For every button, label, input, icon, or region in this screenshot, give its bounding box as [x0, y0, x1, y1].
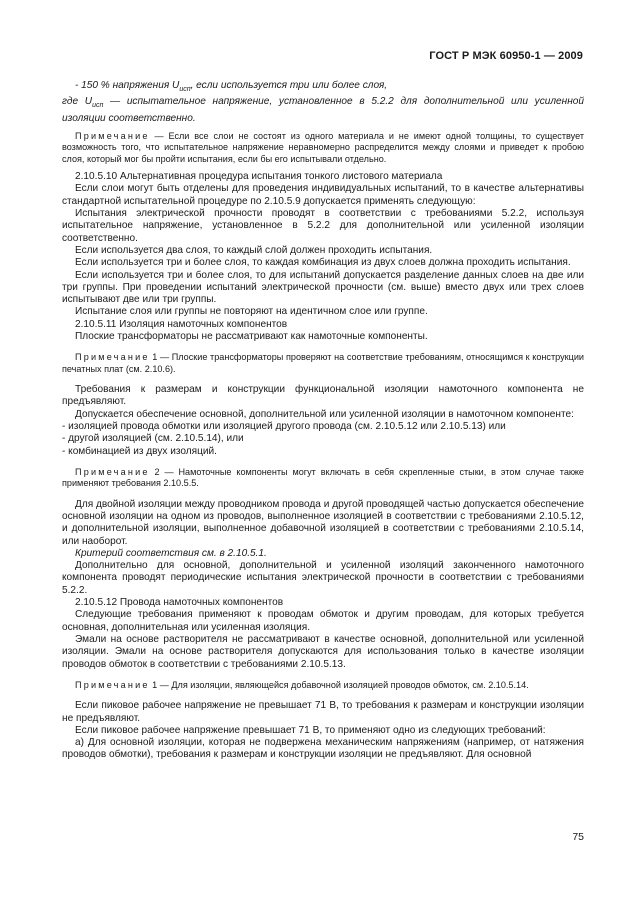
paragraph: [62, 499, 584, 548]
paragraph-text: а) Для основной изоляции, которая не подвержена механическим напряжениям (например, от натяжения проводов обмотки), требования к размерам и конструкции изоляции не предъявляют. Для основной: [62, 737, 584, 761]
paragraph-text: Следующие требования применяют к проводам обмоток и другим проводам, для которых требуется основная, дополнительная или усиленная изоляция.: [62, 609, 584, 633]
paragraph: [62, 560, 584, 597]
paragraph-text: , если используется три или более слоя,: [190, 80, 388, 91]
subscript: исп: [92, 102, 104, 110]
paragraph-text: 2.10.5.11 Изоляция намоточных компонентов: [75, 318, 288, 330]
paragraph: [62, 446, 584, 458]
paragraph-text: Если используется три и более слоя, то для испытаний допускается разделение данных слоев на две или три группы. При проведении испытаний электрической прочности (см. выше) вместо двух или трех слоев испытывают две или три группы.: [62, 269, 584, 306]
paragraph-text: - другой изоляцией (см. 2.10.5.14), или: [62, 433, 244, 445]
paragraph: [62, 384, 584, 409]
page-header: ГОСТ Р МЭК 60950-1 — 2009: [429, 50, 583, 62]
paragraph: [62, 548, 584, 560]
paragraph: [62, 208, 584, 245]
paragraph-text: 2.10.5.10 Альтернативная процедура испытания тонкого листового материала: [75, 171, 443, 183]
paragraph-text: 1 — Плоские трансформаторы проверяют на соответствие требованиям, относящимся к конструкции печатных плат (см. 2.10.6).: [62, 352, 584, 374]
paragraph: [62, 171, 584, 183]
note-paragraph: [62, 680, 584, 691]
paragraph: [62, 183, 584, 208]
paragraph-text: Если пиковое рабочее напряжение не превышает 71 В, то требования к размерам и конструкции изоляции не предъявляют.: [62, 700, 584, 724]
paragraph-text: — испытательное напряжение, установленное в 5.2.2 для дополнительной или усиленной изоляции соответственно.: [62, 96, 585, 124]
paragraph: [62, 433, 584, 445]
note-label: Примечание: [75, 130, 150, 141]
paragraph-text: Плоские трансформаторы не рассматривают как намоточные компоненты.: [75, 331, 428, 342]
paragraph-text: Если используется два слоя, то каждый слой должен проходить испытания.: [75, 244, 433, 256]
subscript: исп: [179, 86, 191, 94]
paragraph: [62, 725, 584, 737]
paragraph-text: Для двойной изоляции между проводником провода и другой проводящей частью допускается обеспечение основной изоляции на одном из проводов, выполненное изоляцией в соответствии с требованиями 2.10.5.12, и дополнительной изоляции, выполненное добавочной изоляцией в соответствии с требованиями 2.10.5.14, или наоборот.: [62, 498, 584, 547]
paragraph: [62, 319, 584, 331]
paragraph-text: - изоляцией провода обмотки или изоляцией другого провода (см. 2.10.5.12 или 2.10.5.13) или: [62, 421, 506, 432]
paragraph-text: 2 — Намоточные компоненты могут включать в себя скрепленные стыки, в этом случае также применяют требования 2.10.5.5.: [62, 466, 584, 489]
paragraph-text: Если слои могут быть отделены для проведения индивидуальных испытаний, то в качестве альтернативы стандартной испытательной процедуре по 2.10.5.9 допускается применять следующую:: [62, 183, 584, 207]
page-number: 75: [572, 831, 584, 843]
paragraph-text: Если используется три и более слоя, то каждая комбинация из двух слоев должна проходить испытания.: [75, 257, 571, 269]
paragraph-text: - 150 % напряжения U: [75, 80, 180, 91]
paragraph-text: - комбинацией из двух изоляций.: [62, 445, 217, 457]
paragraph: [62, 737, 584, 762]
paragraph: [62, 700, 584, 725]
paragraph-text: Если пиковое рабочее напряжение превышает 71 В, то применяют одно из следующих требований:: [75, 724, 546, 736]
paragraph: [62, 270, 584, 307]
paragraph-text: Эмали на основе растворителя не рассматривают в качестве основной, дополнительной или усиленной изоляции. Эмали на основе растворителя допускаются для использования только в качестве изоляции проводов обмоток в соответствии с требованиями 2.10.5.13.: [62, 633, 584, 670]
paragraph-text: 1 — Для изоляции, являющейся добавочной изоляцией проводов обмоток, см. 2.10.5.14.: [149, 679, 529, 690]
paragraph: [62, 609, 584, 634]
paragraph: [62, 421, 584, 433]
paragraph-text: Критерий соответствия см. в 2.10.5.1.: [75, 547, 267, 559]
paragraph-text: Испытания электрической прочности проводят в соответствии с требованиями 5.2.2, используя испытательное напряжение, установленное в 5.2.2 для дополнительной или усиленной изоляции соответственно.: [62, 208, 584, 244]
note-paragraph: [62, 467, 584, 490]
paragraph-text: 2.10.5.12 Провода намоточных компонентов: [75, 597, 284, 609]
paragraph-text: Допускается обеспечение основной, дополнительной или усиленной изоляции в намоточном компоненте:: [75, 408, 574, 420]
paragraph-text: Требования к размерам и конструкции функциональной изоляции намоточного компонента не предъявляют.: [62, 384, 584, 408]
paragraph-text: где U: [62, 96, 93, 108]
paragraph: [62, 245, 584, 257]
paragraph: [62, 257, 584, 269]
paragraph: [62, 331, 584, 343]
paragraph: [62, 80, 584, 96]
note-paragraph: [62, 352, 584, 375]
paragraph: [62, 634, 584, 671]
paragraph: [62, 306, 584, 318]
document-body: [62, 80, 584, 762]
note-label: Примечание: [75, 679, 150, 690]
paragraph: [62, 409, 584, 421]
note-paragraph: [62, 131, 584, 165]
note-label: Примечание: [75, 466, 150, 477]
paragraph: [62, 597, 584, 609]
note-label: Примечание: [75, 352, 150, 363]
paragraph: [62, 96, 584, 125]
paragraph-text: Испытание слоя или группы не повторяют на идентичном слое или группе.: [75, 306, 428, 318]
paragraph-text: Дополнительно для основной, дополнительной и усиленной изоляций законченного намоточного компонента проводят периодические испытания электрической прочности в соответствии с требованиями 5.2.2.: [62, 560, 584, 596]
paragraph-text: — Если все слои не состоят из одного материала и не имеют одной толщины, то существует возможность того, что испытательное напряжение неравномерно распределится между слоями и приведет к пробою слоя, который мог бы пройти испытания, если бы его испытывали отдельно.: [62, 130, 584, 164]
